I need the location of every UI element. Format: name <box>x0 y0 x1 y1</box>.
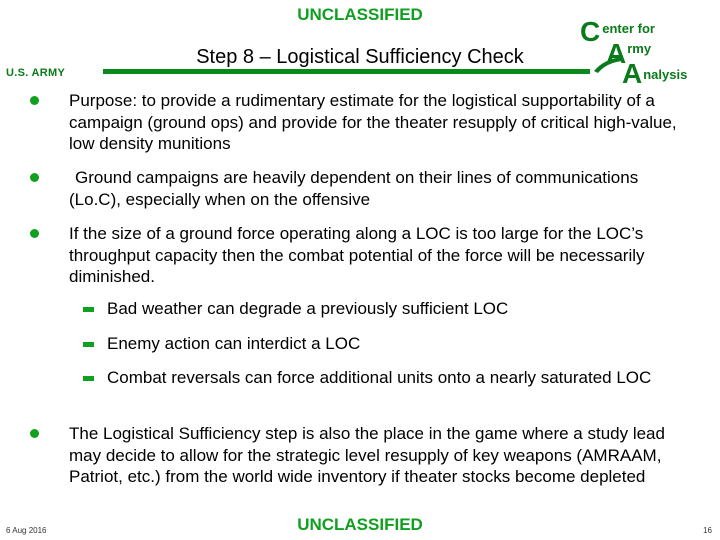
bullet-text: If the size of a ground force operating along a LOC is too large for the LOC’s throughput capacity then the combat potential of the force will be necessarily diminished. <box>69 224 645 286</box>
page-number: 16 <box>703 526 712 535</box>
us-army-label: U.S. ARMY <box>6 67 66 79</box>
caa-logo <box>572 18 712 88</box>
sub-bullet-dash-icon <box>83 376 94 381</box>
title-rule <box>103 69 590 74</box>
bullet-dot-icon <box>30 173 39 182</box>
logo-initial-a2: A <box>622 58 643 89</box>
sub-bullet-text: Combat reversals can force additional units onto a nearly saturated LOC <box>107 368 652 387</box>
bullet-dot-icon <box>30 229 39 238</box>
footer-date: 6 Aug 2016 <box>6 526 47 535</box>
bullet-dot-icon <box>30 96 39 105</box>
logo-initial-a1: A <box>606 38 627 69</box>
classification-bottom: UNCLASSIFIED <box>297 515 423 534</box>
logo-text-rmy: rmy <box>627 41 652 56</box>
logo-text-center-for: enter for <box>602 21 655 36</box>
sub-bullet-text: Enemy action can interdict a LOC <box>107 334 361 353</box>
bullet-text: Ground campaigns are heavily dependent on their lines of communications (Lo.C), especially when on the offensive <box>69 168 639 209</box>
slide-title: Step 8 – Logistical Sufficiency Check <box>196 46 524 68</box>
logo-line-3 <box>622 60 686 88</box>
logo-text-nalysis: nalysis <box>643 67 688 82</box>
sub-bullet-dash-icon <box>83 342 94 347</box>
bullet-dot-icon <box>30 429 39 438</box>
bullet-text: The Logistical Sufficiency step is also the place in the game where a study lead may decide to allow for the strategic level resupply of key weapons (AMRAAM, Patriot, etc.) from the world wide inventory if theater stocks become depleted <box>69 424 665 486</box>
sub-bullet-text: Bad weather can degrade a previously sufficient LOC <box>107 299 509 318</box>
classification-top: UNCLASSIFIED <box>297 5 423 24</box>
bullet-text: Purpose: to provide a rudimentary estimate for the logistical supportability of a campaign (ground ops) and provide for the theater resupply of critical high-value, low density munitions <box>69 91 677 153</box>
sub-bullet-dash-icon <box>83 307 94 312</box>
logo-initial-c: C <box>580 16 601 47</box>
